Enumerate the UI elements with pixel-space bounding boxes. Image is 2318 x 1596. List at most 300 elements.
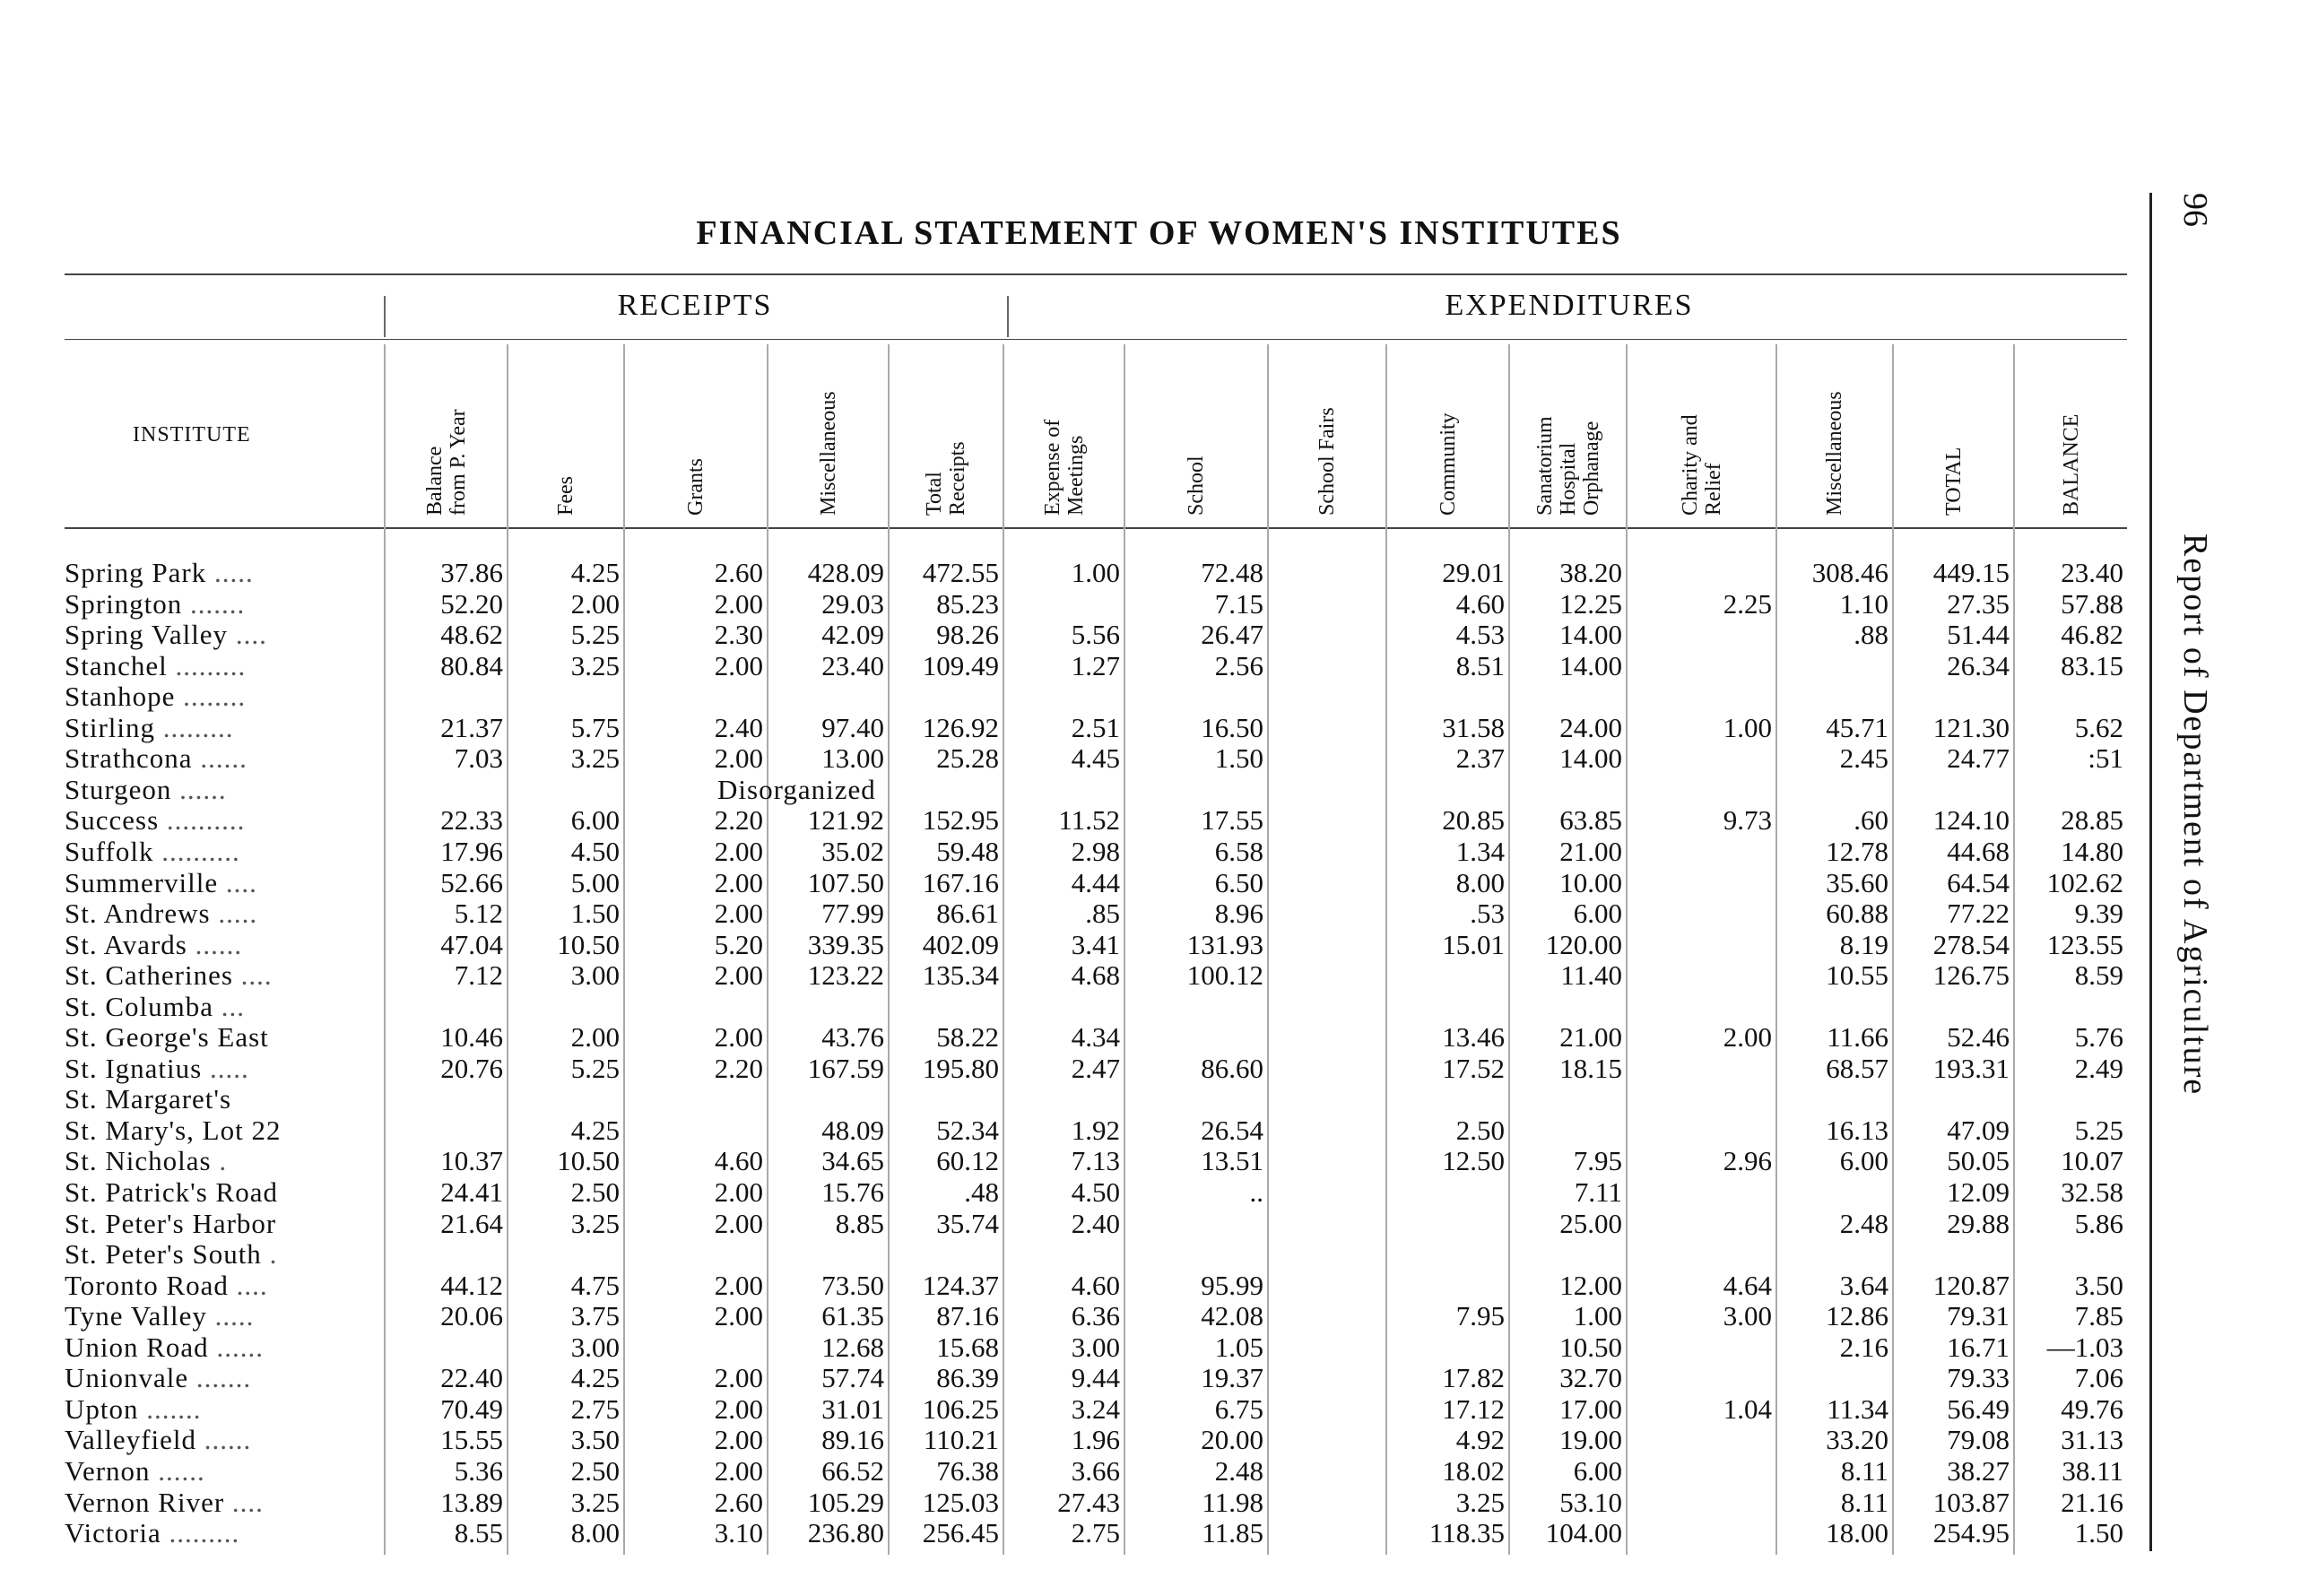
table-cell: 4.34	[1071, 1021, 1120, 1054]
table-cell: 24.00	[1559, 711, 1622, 743]
leader-dots: .	[211, 1145, 228, 1177]
table-row	[0, 620, 2152, 650]
table-cell: 25.28	[936, 742, 999, 775]
institute-name	[65, 681, 246, 712]
table-cell: 2.00	[714, 1362, 763, 1394]
table-cell: 8.85	[835, 1207, 884, 1239]
column-header-line: Sanatorium	[1532, 416, 1557, 516]
table-cell: 2.75	[570, 1392, 620, 1425]
table-cell: 1.50	[2074, 1517, 2123, 1549]
institute-name-text: Stirling	[65, 711, 156, 743]
table-cell: 8.00	[570, 1517, 620, 1549]
table-cell: 2.00	[714, 1207, 763, 1239]
table-cell: 63.85	[1559, 804, 1622, 837]
table-cell: 100.12	[1186, 959, 1263, 992]
table-cell: 23.40	[821, 649, 884, 681]
table-cell: 339.35	[807, 928, 884, 960]
table-cell: 17.52	[1442, 1052, 1505, 1084]
table-cell: 70.49	[440, 1392, 503, 1425]
column-header-line: Orphanage	[1579, 421, 1603, 516]
column-header-line: Receipts	[946, 441, 969, 516]
leader-dots: ......	[187, 928, 243, 960]
table-cell: 5.00	[570, 866, 620, 898]
institute-name	[65, 930, 242, 960]
table-cell: 5.86	[2074, 1207, 2123, 1239]
column-header-line: Grants	[684, 458, 708, 516]
table-cell: 15.55	[440, 1424, 503, 1456]
table-cell: 2.56	[1214, 649, 1263, 681]
column-header	[1533, 416, 1603, 516]
table-row	[0, 992, 2152, 1022]
table-cell: 167.16	[922, 866, 999, 898]
table-cell: 10.37	[440, 1145, 503, 1177]
institute-name-text: St. Ignatius	[65, 1052, 203, 1084]
institute-name-text: Valleyfield	[65, 1424, 197, 1456]
table-cell: 2.45	[1839, 742, 1888, 775]
table-row	[0, 1146, 2152, 1176]
table-cell: 12.78	[1826, 835, 1888, 867]
table-cell: 4.75	[570, 1269, 620, 1301]
table-cell: 87.16	[936, 1300, 999, 1332]
table-cell: 8.51	[1455, 649, 1505, 681]
column-header-line: Miscellaneous	[816, 391, 840, 516]
table-cell: 56.49	[1947, 1392, 2010, 1425]
table-row	[0, 1054, 2152, 1084]
table-cell: 2.00	[714, 649, 763, 681]
table-cell: 1.00	[1723, 711, 1772, 743]
table-cell: 52.34	[936, 1114, 999, 1146]
table-cell: 121.30	[1932, 711, 2010, 743]
table-cell: 254.95	[1932, 1517, 2010, 1549]
table-cell: 11.98	[1202, 1486, 1263, 1518]
table-cell: 7.11	[1574, 1176, 1622, 1208]
table-cell: 19.00	[1559, 1424, 1622, 1456]
table-cell: 29.01	[1442, 557, 1505, 588]
table-cell: 20.76	[440, 1052, 503, 1084]
table-cell: 4.45	[1071, 742, 1120, 775]
table-cell: 48.62	[440, 619, 503, 651]
table-cell: 2.00	[714, 742, 763, 775]
table-cell: 98.26	[936, 619, 999, 651]
table-row	[0, 1456, 2152, 1487]
table-cell: 17.96	[440, 835, 503, 867]
table-row	[0, 805, 2152, 836]
table-cell: 5.62	[2074, 711, 2123, 743]
institute-name	[65, 620, 267, 650]
table-cell: 123.55	[2046, 928, 2123, 960]
institute-name	[65, 1209, 276, 1239]
table-cell: 37.86	[440, 557, 503, 588]
table-row	[0, 1363, 2152, 1393]
table-cell: 49.76	[2061, 1392, 2123, 1425]
table-cell: 31.58	[1442, 711, 1505, 743]
table-cell: 1.27	[1071, 649, 1120, 681]
table-cell: .60	[1854, 804, 1888, 837]
column-header-line: Charity and	[1678, 414, 1702, 516]
table-cell: 1.00	[1573, 1300, 1622, 1332]
table-row	[0, 558, 2152, 588]
table-cell: 2.00	[714, 1392, 763, 1425]
table-cell: 10.00	[1559, 866, 1622, 898]
table-cell: 18.15	[1559, 1052, 1622, 1084]
column-header-line: Fees	[554, 476, 577, 516]
table-cell: 10.50	[557, 1145, 620, 1177]
institute-name	[65, 1394, 202, 1425]
table-cell: 124.10	[1932, 804, 2010, 837]
header-bottom-rule	[65, 527, 2127, 529]
table-cell: 20.00	[1201, 1424, 1263, 1456]
leader-dots: ....	[228, 1269, 268, 1301]
table-cell: 15.01	[1442, 928, 1505, 960]
table-cell: 102.62	[2046, 866, 2123, 898]
table-cell: 10.50	[1559, 1331, 1622, 1363]
institute-name	[65, 1115, 281, 1146]
table-row	[0, 1425, 2152, 1455]
leader-dots: .........	[155, 711, 234, 743]
expenditures-header: EXPENDITURES	[1445, 289, 1694, 322]
table-cell: 3.10	[714, 1517, 763, 1549]
table-cell: 2.51	[1071, 711, 1120, 743]
table-cell: 32.58	[2061, 1176, 2123, 1208]
column-header-line: Hospital	[1556, 442, 1580, 516]
table-cell: 105.29	[807, 1486, 884, 1518]
table-cell: 193.31	[1932, 1052, 2010, 1084]
leader-dots: .........	[161, 1517, 240, 1549]
table-cell: 9.44	[1071, 1362, 1120, 1394]
leader-dots: ......	[192, 742, 247, 775]
table-cell: 1.50	[1214, 742, 1263, 775]
leader-dots: ....	[232, 959, 273, 992]
table-cell: 8.11	[1840, 1454, 1888, 1487]
table-cell: 79.33	[1947, 1362, 2010, 1394]
leader-dots: .........	[167, 649, 247, 681]
table-cell: 6.00	[570, 804, 620, 837]
column-header	[817, 391, 840, 516]
institute-name	[65, 775, 227, 805]
table-cell: 135.34	[922, 959, 999, 992]
table-cell: 2.00	[714, 1269, 763, 1301]
table-cell: 16.50	[1201, 711, 1263, 743]
table-cell: 31.13	[2061, 1424, 2123, 1456]
table-cell: 58.22	[936, 1021, 999, 1054]
table-cell: 5.76	[2074, 1021, 2123, 1054]
table-cell: 15.76	[821, 1176, 884, 1208]
table-cell: 35.02	[821, 835, 884, 867]
leader-dots: ......	[208, 1331, 264, 1363]
table-cell: 4.25	[570, 1362, 620, 1394]
table-row	[0, 1332, 2152, 1363]
table-cell: 13.89	[440, 1486, 503, 1518]
table-row	[0, 1518, 2152, 1548]
table-row	[0, 651, 2152, 681]
table-cell: 38.27	[1947, 1454, 2010, 1487]
table-cell: 29.03	[821, 587, 884, 620]
table-cell: 35.74	[936, 1207, 999, 1239]
table-row	[0, 1271, 2152, 1301]
table-cell: 4.92	[1455, 1424, 1505, 1456]
table-cell: 5.25	[2074, 1114, 2123, 1146]
table-cell: 1.00	[1071, 557, 1120, 588]
table-cell: 2.20	[714, 1052, 763, 1084]
institute-name	[65, 992, 245, 1022]
table-cell: 15.68	[936, 1331, 999, 1363]
table-cell: 107.50	[807, 866, 884, 898]
table-cell: 57.88	[2061, 587, 2123, 620]
table-cell: 7.95	[1455, 1300, 1505, 1332]
table-cell: 2.00	[714, 866, 763, 898]
table-cell: 131.93	[1186, 928, 1263, 960]
column-header-line: Balance	[423, 446, 447, 516]
table-cell: 46.82	[2061, 619, 2123, 651]
column-header	[1041, 420, 1088, 516]
table-cell: 7.06	[2074, 1362, 2123, 1394]
column-header-line: from P. Year	[447, 409, 470, 516]
table-row	[0, 930, 2152, 960]
table-cell: 16.71	[1947, 1331, 2010, 1363]
institute-name-text: Spring Valley	[65, 619, 229, 651]
table-cell: 13.46	[1442, 1021, 1505, 1054]
table-cell: 16.13	[1826, 1114, 1888, 1146]
table-cell: 19.37	[1201, 1362, 1263, 1394]
table-cell: 6.00	[1839, 1145, 1888, 1177]
institute-name	[65, 589, 245, 620]
table-cell: 33.20	[1826, 1424, 1888, 1456]
table-cell: 2.00	[714, 1021, 763, 1054]
institute-name-text: St. Catherines	[65, 959, 233, 992]
institute-name	[65, 1054, 249, 1084]
table-cell: 2.49	[2074, 1052, 2123, 1084]
group-rule	[65, 339, 2127, 340]
table-cell: 6.00	[1573, 898, 1622, 930]
table-cell: 10.46	[440, 1021, 503, 1054]
table-cell: 121.92	[807, 804, 884, 837]
table-cell: .88	[1854, 619, 1888, 651]
table-cell: 2.98	[1071, 835, 1120, 867]
table-cell: 35.60	[1826, 866, 1888, 898]
table-row	[0, 1301, 2152, 1331]
table-cell: 1.34	[1455, 835, 1505, 867]
table-cell: 7.03	[454, 742, 503, 775]
table-cell: 8.96	[1214, 898, 1263, 930]
table-cell: 110.21	[923, 1424, 999, 1456]
table-cell: 5.56	[1071, 619, 1120, 651]
table-cell: 2.60	[714, 557, 763, 588]
table-cell: 20.85	[1442, 804, 1505, 837]
table-row	[0, 1209, 2152, 1239]
table-row	[0, 1084, 2152, 1115]
table-cell: 195.80	[922, 1052, 999, 1084]
table-cell: 12.09	[1947, 1176, 2010, 1208]
table-cell: 3.50	[2074, 1269, 2123, 1301]
institute-name-text: Springton	[65, 587, 183, 620]
table-cell: 152.95	[922, 804, 999, 837]
table-cell: 3.25	[570, 1486, 620, 1518]
table-cell: 85.23	[936, 587, 999, 620]
table-cell: 2.00	[570, 587, 620, 620]
table-cell: 59.48	[936, 835, 999, 867]
top-rule	[65, 273, 2127, 275]
table-cell: 12.68	[821, 1331, 884, 1363]
table-cell: 4.60	[1071, 1269, 1120, 1301]
table-cell: 97.40	[821, 711, 884, 743]
table-cell: 4.64	[1723, 1269, 1772, 1301]
institute-name-text: Stanhope	[65, 681, 176, 713]
leader-dots: .	[261, 1238, 278, 1271]
table-cell: 26.34	[1947, 649, 2010, 681]
table-cell: 278.54	[1932, 928, 2010, 960]
table-cell: 3.00	[570, 959, 620, 992]
table-cell: 472.55	[922, 557, 999, 588]
table-cell: 10.55	[1826, 959, 1888, 992]
institute-name-text: Spring Park	[65, 557, 207, 588]
table-cell: 126.92	[922, 711, 999, 743]
table-cell: 428.09	[807, 557, 884, 588]
leader-dots: ..........	[153, 835, 240, 867]
table-cell: 25.00	[1559, 1207, 1622, 1239]
table-cell: 26.54	[1201, 1114, 1263, 1146]
table-cell: 3.00	[1071, 1331, 1120, 1363]
table-cell: 2.96	[1723, 1145, 1772, 1177]
table-cell: 449.15	[1932, 557, 2010, 588]
table-cell: 38.20	[1559, 557, 1622, 588]
table-row	[0, 1022, 2152, 1053]
table-cell: 43.76	[821, 1021, 884, 1054]
table-cell: 1.96	[1071, 1424, 1120, 1456]
column-header	[2060, 414, 2083, 516]
institute-name	[65, 1363, 251, 1393]
table-cell: 2.00	[714, 959, 763, 992]
table-cell: 21.16	[2061, 1486, 2123, 1518]
table-cell: 68.57	[1826, 1052, 1888, 1084]
table-cell: 2.50	[1455, 1114, 1505, 1146]
leader-dots: .......	[188, 1362, 252, 1394]
table-cell: 8.19	[1839, 928, 1888, 960]
table-cell: 2.00	[714, 1300, 763, 1332]
leader-dots: ......	[196, 1424, 252, 1456]
table-cell: 18.00	[1826, 1517, 1888, 1549]
page-number: 96	[2176, 193, 2214, 227]
table-cell: 32.70	[1559, 1362, 1622, 1394]
table-cell: 77.99	[821, 898, 884, 930]
leader-dots: ........	[175, 681, 247, 713]
table-cell: 11.34	[1827, 1392, 1888, 1425]
table-cell: 3.00	[570, 1331, 620, 1363]
institute-name	[65, 651, 246, 681]
table-cell: 13.51	[1201, 1145, 1263, 1177]
table-cell: —1.03	[2046, 1331, 2123, 1363]
leader-dots: ...	[213, 990, 246, 1022]
table-cell: 61.35	[821, 1300, 884, 1332]
table-cell: 47.04	[440, 928, 503, 960]
table-cell: 21.64	[440, 1207, 503, 1239]
leader-dots: ....	[218, 866, 257, 898]
leader-dots: .....	[202, 1052, 249, 1084]
column-header-line: Total	[923, 472, 946, 516]
table-cell: 104.00	[1545, 1517, 1622, 1549]
table-cell: 5.20	[714, 928, 763, 960]
table-cell: 120.87	[1932, 1269, 2010, 1301]
column-header-line: School	[1185, 455, 1208, 516]
institute-name	[65, 1488, 264, 1518]
table-cell: 3.75	[570, 1300, 620, 1332]
institute-name-text: Vernon	[65, 1454, 151, 1487]
table-cell: 80.84	[440, 649, 503, 681]
table-cell: 6.50	[1214, 866, 1263, 898]
column-header	[684, 458, 708, 516]
table-cell: 2.40	[1071, 1207, 1120, 1239]
table-cell: 6.75	[1214, 1392, 1263, 1425]
institute-name-text: St. Columba	[65, 990, 214, 1022]
table-cell: 2.00	[714, 1176, 763, 1208]
table-cell: 17.12	[1442, 1392, 1505, 1425]
table-row	[0, 681, 2152, 712]
leader-dots: .......	[138, 1392, 202, 1425]
table-cell: :51	[2088, 742, 2123, 775]
table-cell: 95.99	[1201, 1269, 1263, 1301]
table-cell: 14.80	[2061, 835, 2123, 867]
table-cell: 3.00	[1723, 1300, 1772, 1332]
column-header-line: Miscellaneous	[1823, 391, 1846, 516]
table-cell: 3.25	[1455, 1486, 1505, 1518]
table-cell: 3.25	[570, 1207, 620, 1239]
institute-name-text: Summerville	[65, 866, 219, 898]
table-cell: 4.44	[1071, 866, 1120, 898]
table-cell: 5.25	[570, 1052, 620, 1084]
table-cell: 17.82	[1442, 1362, 1505, 1394]
column-header-line: School Fairs	[1315, 407, 1339, 516]
table-cell: 109.49	[922, 649, 999, 681]
table-cell: 2.00	[714, 1424, 763, 1456]
table-cell: 402.09	[922, 928, 999, 960]
column-header	[1185, 455, 1208, 516]
table-cell: .48	[964, 1176, 999, 1208]
table-cell: 3.64	[1839, 1269, 1888, 1301]
table-cell: 2.60	[714, 1486, 763, 1518]
table-cell: 2.00	[714, 835, 763, 867]
table-cell: 4.25	[570, 557, 620, 588]
table-cell: 77.22	[1947, 898, 2010, 930]
institute-name	[65, 1425, 251, 1455]
table-cell: 7.12	[454, 959, 503, 992]
institute-name	[65, 1518, 239, 1548]
receipts-header: RECEIPTS	[617, 289, 773, 322]
institute-name-text: Stanchel	[65, 649, 168, 681]
table-cell: 8.11	[1840, 1486, 1888, 1518]
table-cell: 12.86	[1826, 1300, 1888, 1332]
table-cell: 5.25	[570, 619, 620, 651]
table-cell: 120.00	[1545, 928, 1622, 960]
table-cell: 6.00	[1573, 1454, 1622, 1487]
leader-dots: .....	[210, 898, 258, 930]
table-cell: 52.46	[1947, 1021, 2010, 1054]
table-cell: 2.16	[1839, 1331, 1888, 1363]
table-cell: 14.00	[1559, 619, 1622, 651]
leader-dots: ..........	[159, 804, 246, 837]
row-note: Disorganized	[717, 773, 876, 805]
institute-name	[65, 1271, 268, 1301]
institute-name-text: Strathcona	[65, 742, 193, 775]
table-cell: 6.58	[1214, 835, 1263, 867]
table-cell: 2.75	[1071, 1517, 1120, 1549]
table-cell: 86.60	[1201, 1052, 1263, 1084]
table-cell: 1.50	[570, 898, 620, 930]
table-cell: .53	[1470, 898, 1505, 930]
table-cell: 4.25	[570, 1114, 620, 1146]
table-cell: 57.74	[821, 1362, 884, 1394]
table-cell: 10.07	[2061, 1145, 2123, 1177]
table-cell: 7.15	[1214, 587, 1263, 620]
table-cell: 11.52	[1058, 804, 1120, 837]
